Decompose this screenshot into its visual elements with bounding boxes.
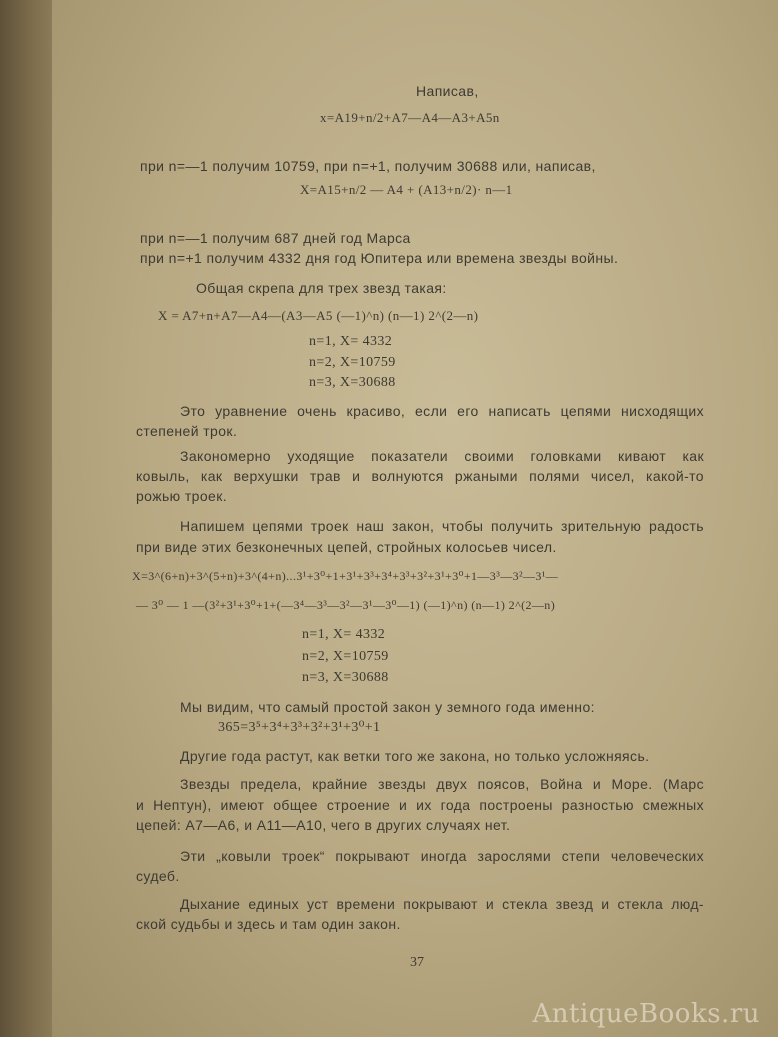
- text-line: ской судьбы и здесь и там один закон.: [136, 916, 401, 932]
- text-line: Это уравнение очень красиво, если его написать цепями нисходящих: [180, 403, 704, 419]
- text-line: и Нептун), имеют общее строение и их года построены разностью смежных: [136, 797, 704, 813]
- formula-line: n=2, X=10759: [302, 649, 389, 664]
- formula-line: — 3⁰ — 1 —(3²+3¹+3⁰+1+(—3⁴—3³—3²—3¹—3⁰—1) (—1)^n) (n—1) 2^(2—n): [136, 598, 556, 612]
- text-line: цепей: A7—A6, и A11—A10, чего в других случаях нет.: [136, 817, 511, 833]
- text-line: Мы видим, что самый простой закон у земного года именно:: [180, 699, 595, 715]
- book-page: [52, 0, 778, 1037]
- text-line: степеней трок.: [136, 423, 238, 439]
- formula-line: n=3, X=30688: [302, 670, 389, 685]
- text-line: судеб.: [136, 868, 180, 884]
- page-number: 37: [410, 955, 424, 970]
- text-line: при n=+1 получим 4332 дня год Юпитера или времена звезды войны.: [140, 250, 619, 266]
- formula-line: n=1, X= 4332: [302, 627, 386, 642]
- text-line: при виде этих безконечных цепей, стройных колосьев чисел.: [136, 539, 557, 555]
- text-line: ковыль, как верхушки трав и волнуются ржаными полями чисел, какой-то: [136, 468, 704, 484]
- text-line: Напишем цепями троек наш закон, чтобы получить зрительную радость: [180, 518, 704, 534]
- text-line: при n=—1 получим 10759, при n=+1, получим 30688 или, написав,: [140, 158, 596, 174]
- formula-line: X = A7+n+A7—A4—(A3—A5 (—1)^n) (n—1) 2^(2—n): [158, 308, 479, 323]
- text-line: Эти „ковыли троек“ покрывают иногда зарослями степи человеческих: [180, 848, 704, 864]
- text-line: Написав,: [416, 83, 479, 99]
- formula-line: X=A15+n/2 — A4 + (A13+n/2)· n—1: [300, 182, 513, 197]
- text-line: Звезды предела, крайние звезды двух поясов, Война и Море. (Марс: [180, 776, 704, 792]
- formula-line: X=3^(6+n)+3^(5+n)+3^(4+n)...3¹+3⁰+1+3¹+3³+3⁴+3³+3²+3¹+3⁰+1—3³—3²—3¹—: [132, 569, 559, 583]
- formula-line: 365=3⁵+3⁴+3³+3²+3¹+3⁰+1: [218, 720, 381, 735]
- text-line: Закономерно уходящие показатели своими головками кивают как: [180, 448, 704, 464]
- text-line: рожью троек.: [136, 488, 228, 504]
- book-gutter: [0, 0, 52, 1037]
- formula-line: n=1, X= 4332: [309, 334, 393, 349]
- text-line: Другие года растут, как ветки того же закона, но только усложняясь.: [180, 748, 650, 764]
- formula-line: n=3, X=30688: [309, 375, 396, 390]
- watermark: AntiqueBooks.ru: [532, 999, 760, 1029]
- formula-line: n=2, X=10759: [309, 355, 396, 370]
- text-line: при n=—1 получим 687 дней год Марса: [140, 230, 411, 246]
- text-line: Общая скрепа для трех звезд такая:: [196, 280, 447, 296]
- formula-line: x=A19+n/2+A7—A4—A3+A5n: [320, 110, 500, 125]
- text-line: Дыхание единых уст времени покрывают и стекла звезд и стекла люд-: [180, 896, 704, 912]
